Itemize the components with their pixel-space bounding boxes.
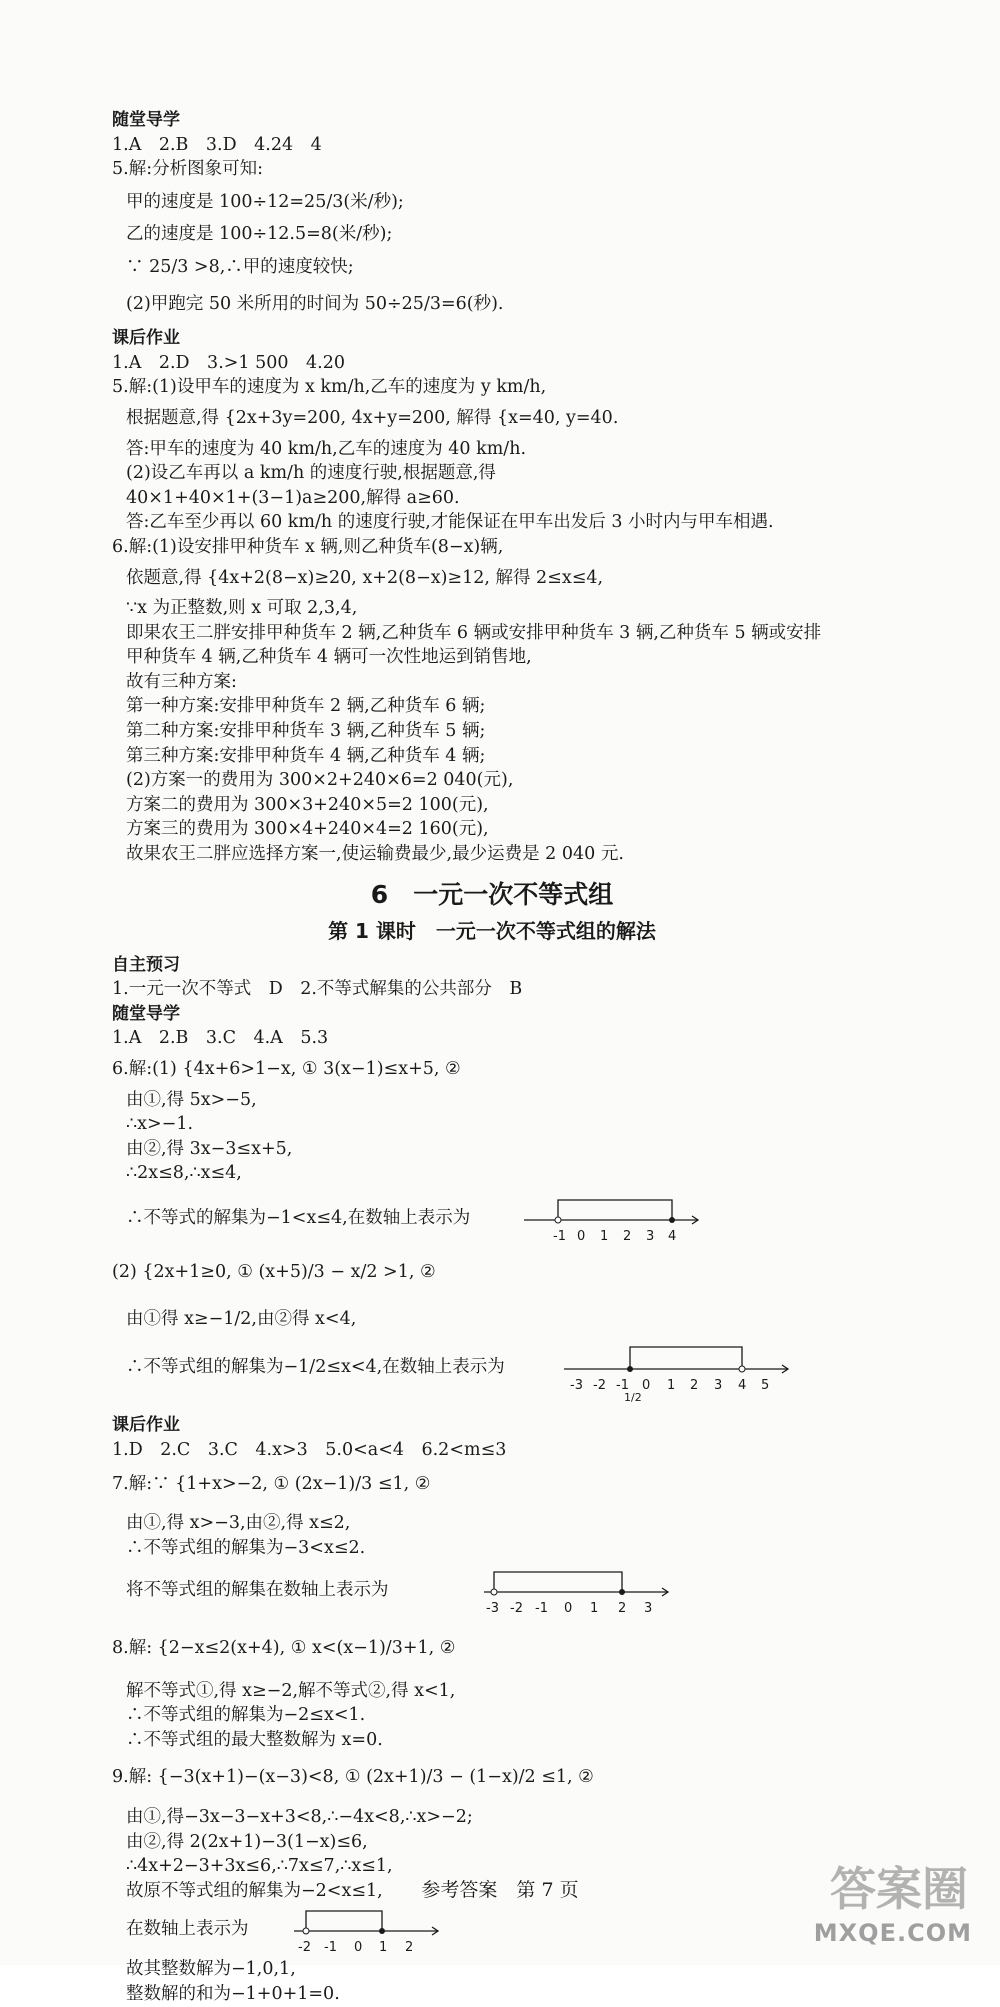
tick-label: -3 bbox=[486, 1601, 499, 1617]
answer-line: 第三种方案:安排甲种货车 4 辆,乙种货车 4 辆; bbox=[126, 745, 486, 766]
answer-line: 第一种方案:安排甲种货车 2 辆,乙种货车 6 辆; bbox=[126, 696, 486, 717]
answer-line: ∴不等式组的最大整数解为 x=0. bbox=[126, 1729, 383, 1750]
answer-line: 方案三的费用为 300×4+240×4=2 160(元), bbox=[126, 819, 489, 840]
answer-content bbox=[112, 108, 872, 2007]
answer-line: 故其整数解为−1,0,1, bbox=[126, 1959, 296, 1980]
answer-line: 7.解:∵ {1+x>−2, ① (2x−1)/3 ≤1, ② bbox=[112, 1474, 431, 1495]
answer-line: 甲的速度是 100÷12=25/3(米/秒); bbox=[126, 191, 404, 212]
watermark-text: 答案圈 bbox=[830, 1862, 968, 1916]
tick-label: 0 bbox=[577, 1228, 586, 1244]
answer-line: 乙的速度是 100÷12.5=8(米/秒); bbox=[126, 224, 393, 245]
tick-label: -2 bbox=[510, 1601, 523, 1617]
answer-line: 6.解:(1) {4x+6>1−x, ① 3(x−1)≤x+5, ② bbox=[112, 1059, 461, 1079]
answer-line: ∵ 25/3 >8,∴甲的速度较快; bbox=[126, 256, 354, 277]
answer-line: 由①得 x≥−1/2,由②得 x<4, bbox=[126, 1308, 357, 1329]
tick-label: 4 bbox=[668, 1228, 677, 1244]
answer-line: 第二种方案:安排甲种货车 3 辆,乙种货车 5 辆; bbox=[126, 721, 486, 742]
tick-label: 2 bbox=[618, 1601, 627, 1617]
tick-label: 1/2 bbox=[624, 1391, 642, 1404]
answer-line: 由①,得 x>−3,由②,得 x≤2, bbox=[126, 1512, 351, 1533]
number-line-row bbox=[112, 1572, 872, 1617]
answer-line: 故果农王二胖应选择方案一,使运输费最少,最少运费是 2 040 元. bbox=[126, 844, 624, 865]
answer-line: 甲种货车 4 辆,乙种货车 4 辆可一次性地运到销售地, bbox=[126, 647, 532, 668]
answer-line: ∴不等式组的解集为−2≤x<1. bbox=[126, 1705, 366, 1726]
tick-label: 3 bbox=[646, 1228, 655, 1244]
answer-line: 8.解: {2−x≤2(x+4), ① x<(x−1)/3+1, ② bbox=[112, 1638, 456, 1659]
tick-label: 0 bbox=[564, 1601, 573, 1617]
tick-label: -1 bbox=[616, 1378, 629, 1394]
answer-line: 方案二的费用为 300×3+240×5=2 100(元), bbox=[126, 794, 489, 815]
tick-label: -1 bbox=[535, 1601, 548, 1617]
answer-line: 依题意,得 {4x+2(8−x)≥20, x+2(8−x)≥12, 解得 2≤x≤4, bbox=[126, 567, 604, 588]
answer-line: ∴不等式组的解集为−1/2≤x<4,在数轴上表示为 bbox=[126, 1357, 505, 1378]
number-line-diagram bbox=[292, 1903, 442, 1963]
answer-line: ∴x>−1. bbox=[126, 1114, 194, 1135]
answer-line: 40×1+40×1+(3−1)a≥200,解得 a≥60. bbox=[126, 487, 460, 508]
answer-line: 将不等式组的解集在数轴上表示为 bbox=[126, 1580, 389, 1601]
tick-label: 4 bbox=[738, 1378, 747, 1394]
tick-label: 3 bbox=[714, 1378, 723, 1394]
tick-label: 2 bbox=[690, 1378, 699, 1394]
tick-label: 1 bbox=[379, 1940, 388, 1956]
chapter-title: 6 一元一次不等式组 bbox=[370, 879, 614, 909]
tick-label: -1 bbox=[553, 1228, 566, 1244]
watermark-url: MXQE.COM bbox=[813, 1919, 972, 1947]
answer-line: 故有三种方案: bbox=[126, 671, 237, 692]
tick-label: 1 bbox=[667, 1378, 676, 1394]
number-line-diagram bbox=[562, 1341, 792, 1403]
tick-label: 2 bbox=[623, 1228, 632, 1244]
answer-line: 由①,得−3x−3−x+3<8,∴−4x<8,∴x>−2; bbox=[126, 1807, 473, 1828]
answer-line: 在数轴上表示为 bbox=[126, 1919, 249, 1940]
answer-line: 由②,得 2(2x+1)−3(1−x)≤6, bbox=[126, 1831, 368, 1852]
tick-label: 0 bbox=[354, 1940, 363, 1956]
number-line-diagram bbox=[482, 1564, 672, 1624]
answer-line: 6.解:(1)设安排甲种货车 x 辆,则乙种货车(8−x)辆, bbox=[112, 536, 504, 557]
section-heading: 自主预习 bbox=[112, 954, 180, 975]
tick-label: 5 bbox=[761, 1378, 770, 1394]
answer-line: 由①,得 5x>−5, bbox=[126, 1089, 257, 1110]
answer-line: ∴4x+2−3+3x≤6,∴7x≤7,∴x≤1, bbox=[126, 1856, 393, 1877]
tick-label: 3 bbox=[644, 1601, 653, 1617]
answer-line: 1.一元一次不等式 D 2.不等式解集的公共部分 B bbox=[112, 979, 523, 1000]
number-line-row bbox=[112, 1200, 872, 1242]
answer-line: (2) {2x+1≥0, ① (x+5)/3 − x/2 >1, ② bbox=[112, 1261, 436, 1282]
answer-line: 1.D 2.C 3.C 4.x>3 5.0<a<4 6.2<m≤3 bbox=[112, 1439, 507, 1460]
tick-label: -1 bbox=[324, 1940, 337, 1956]
page-footer: 参考答案 第 7 页 bbox=[421, 1879, 579, 1901]
tick-label: -2 bbox=[593, 1378, 606, 1394]
answer-line: ∴2x≤8,∴x≤4, bbox=[126, 1163, 242, 1184]
tick-label: -3 bbox=[570, 1378, 583, 1394]
section-heading: 课后作业 bbox=[112, 1415, 180, 1436]
answer-line: (2)甲跑完 50 米所用的时间为 50÷25/3=6(秒). bbox=[126, 293, 504, 314]
answer-line: 1.A 2.B 3.D 4.24 4 bbox=[112, 134, 322, 155]
tick-label: 1 bbox=[600, 1228, 609, 1244]
answer-line: 5.解:(1)设甲车的速度为 x km/h,乙车的速度为 y km/h, bbox=[112, 377, 547, 398]
answer-line: 故原不等式组的解集为−2<x≤1, bbox=[126, 1880, 383, 1901]
watermark-logo bbox=[760, 1853, 980, 1953]
answer-line: 整数解的和为−1+0+1=0. bbox=[126, 1984, 340, 2005]
tick-label: 1 bbox=[590, 1601, 599, 1617]
answer-line: ∵x 为正整数,则 x 可取 2,3,4, bbox=[126, 598, 358, 619]
answer-line: 1.A 2.D 3.>1 500 4.20 bbox=[112, 352, 345, 373]
number-line-diagram bbox=[522, 1192, 702, 1252]
number-line-row bbox=[112, 1349, 872, 1404]
answer-line: 解不等式①,得 x≥−2,解不等式②,得 x<1, bbox=[126, 1680, 456, 1701]
tick-label: 2 bbox=[405, 1940, 414, 1956]
answer-line: 根据题意,得 {2x+3y=200, 4x+y=200, 解得 {x=40, y=40. bbox=[126, 407, 619, 428]
answer-line: 即果农王二胖安排甲种货车 2 辆,乙种货车 6 辆或安排甲种货车 3 辆,乙种货车 5 辆或安排 bbox=[126, 622, 822, 643]
answer-line: (2)方案一的费用为 300×2+240×6=2 040(元), bbox=[126, 770, 514, 791]
number-line-row bbox=[112, 1911, 872, 1956]
answer-line: (2)设乙车再以 a km/h 的速度行驶,根据题意,得 bbox=[126, 463, 496, 484]
answer-line: 答:甲车的速度为 40 km/h,乙车的速度为 40 km/h. bbox=[126, 438, 527, 459]
tick-label: 0 bbox=[642, 1378, 651, 1394]
answer-line: 9.解: {−3(x+1)−(x−3)<8, ① (2x+1)/3 − (1−x)/2 ≤1, ② bbox=[112, 1766, 594, 1787]
answer-line: 由②,得 3x−3≤x+5, bbox=[126, 1138, 293, 1159]
section-heading: 随堂导学 bbox=[112, 1003, 180, 1024]
section-heading: 随堂导学 bbox=[112, 110, 180, 130]
answer-line: 1.A 2.B 3.C 4.A 5.3 bbox=[112, 1028, 329, 1049]
answer-line: 5.解:分析图象可知: bbox=[112, 159, 263, 180]
answer-line: ∴不等式组的解集为−3<x≤2. bbox=[126, 1537, 366, 1558]
answer-line: ∴不等式的解集为−1<x≤4,在数轴上表示为 bbox=[126, 1207, 471, 1228]
section-heading: 课后作业 bbox=[112, 328, 180, 349]
tick-label: -2 bbox=[298, 1940, 311, 1956]
answer-line: 答:乙车至少再以 60 km/h 的速度行驶,才能保证在甲车出发后 3 小时内与甲车相遇. bbox=[126, 512, 774, 533]
lesson-title: 第 1 课时 一元一次不等式组的解法 bbox=[328, 918, 656, 943]
